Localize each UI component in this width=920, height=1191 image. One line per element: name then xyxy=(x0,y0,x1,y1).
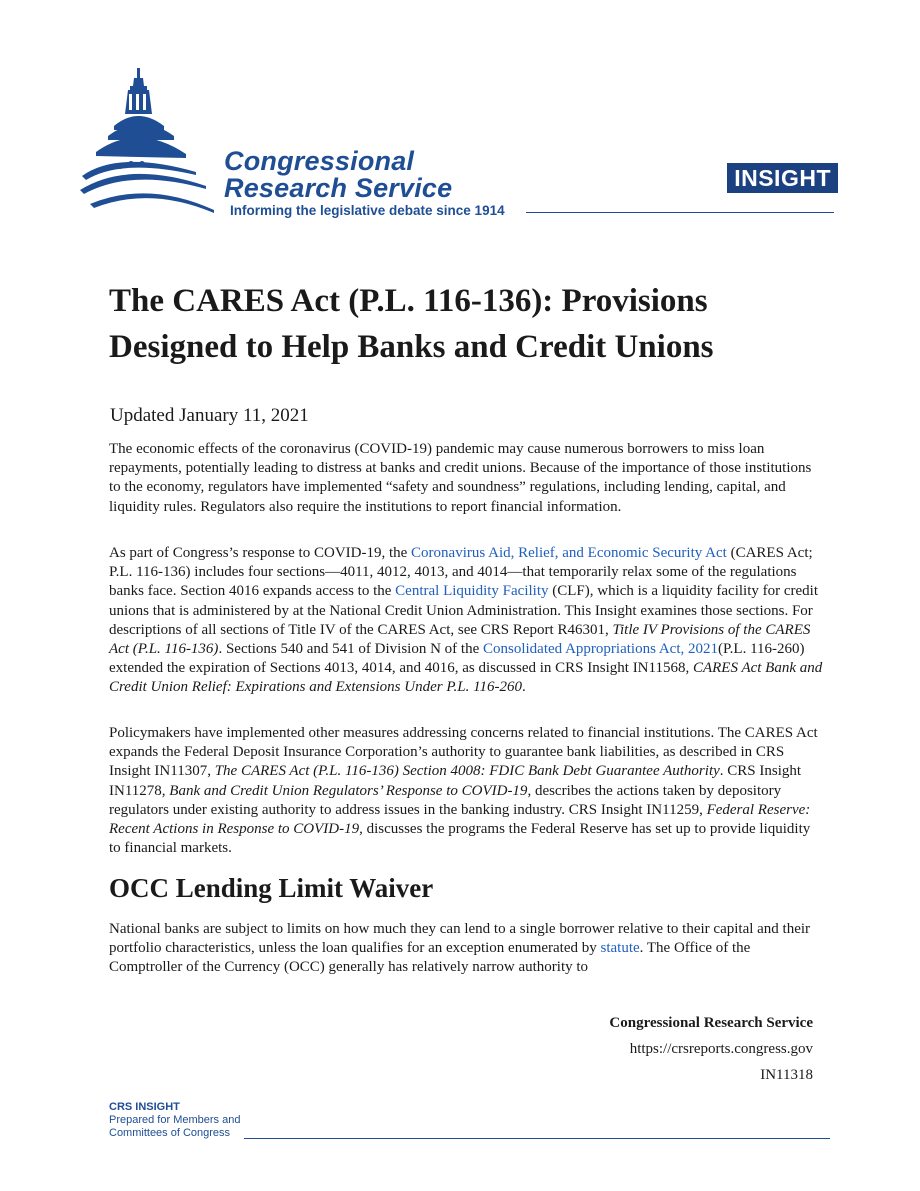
page-title xyxy=(109,278,829,370)
insight-badge: INSIGHT xyxy=(727,163,838,193)
section-heading-occ: OCC Lending Limit Waiver xyxy=(109,873,434,903)
logo-tagline: Informing the legislative debate since 1914 xyxy=(230,203,505,218)
footer-org: Congressional Research Service xyxy=(609,1015,813,1031)
paragraph-cares-act: As part of Congress’s response to COVID-19, the Coronavirus Aid, Relief, and Economic Security Act (CARES Act; P.L. 116-136) includes four sections—4011, 4012, 4013, and 4014—that temporarily relax some of the regulations banks face. Section 4016 expands access to the Central Liquidity Facility (CLF), which is a liquidity facility for credit unions that is administered by at the National Credit Union Administration. This Insight examines those sections. For descriptions of all sections of Title IV of the CARES Act, see CRS Report R46301, Title IV Provisions of the CARES Act (P.L. 116-136). Sections 540 and 541 of Division N of the Consolidated Appropriations Act, 2021(P.L. 116-260) extended the expiration of Sections 4013, 4014, and 4016, as discussed in CRS Insight IN11568, CARES Act Bank and Credit Union Relief: Expirations and Extensions Under P.L. 116-260. xyxy=(109,545,823,696)
logo-wordmark-line2: Research Service xyxy=(224,173,453,203)
footer-crs-info xyxy=(413,1010,813,1088)
crs-capitol-dome-logo xyxy=(78,64,218,214)
link-central-liquidity-facility[interactable]: Central Liquidity Facility xyxy=(395,583,549,600)
title-line-2: Designed to Help Banks and Credit Unions xyxy=(109,329,714,365)
paragraph-intro: The economic effects of the coronavirus (COVID-19) pandemic may cause numerous borrowers to miss loan repayments, potentially leading to distress at banks and credit unions. Because of the importance of those institutions to the economy, regulators have implemented “safety and soundness” regulations, including lending, capital, and liquidity rules. Regulators also require the institutions to report financial information. xyxy=(109,441,812,515)
link-consolidated-appropriations-act[interactable]: Consolidated Appropriations Act, 2021 xyxy=(483,641,718,658)
footer-label-title: CRS INSIGHT xyxy=(109,1101,180,1113)
link-statute[interactable]: statute xyxy=(600,940,640,957)
paragraph-other-measures: Policymakers have implemented other measures addressing concerns related to financial institutions. The CARES Act expands the Federal Deposit Insurance Corporation’s authority to guarantee bank liabilities, as described in CRS Insight IN11307, The CARES Act (P.L. 116-136) Section 4008: FDIC Bank Debt Guarantee Authority. CRS Insight IN11278, Bank and Credit Union Regulators’ Response to COVID-19, describes the actions taken by depository regulators under existing authority to address issues in the banking industry. CRS Insight IN11259, Federal Reserve: Recent Actions in Response to COVID-19, discusses the programs the Federal Reserve has set up to provide liquidity to financial markets. xyxy=(109,725,818,857)
title-line-1: The CARES Act (P.L. 116-136): Provisions xyxy=(109,283,708,319)
footer-label-line2: Prepared for Members and xyxy=(109,1114,241,1126)
updated-date: Updated January 11, 2021 xyxy=(110,405,309,426)
header-rule xyxy=(526,212,834,213)
footer-crs-insight-label xyxy=(109,1101,240,1140)
link-cares-act[interactable]: Coronavirus Aid, Relief, and Economic Security Act xyxy=(411,545,727,561)
footer-url: https://crsreports.congress.gov xyxy=(629,1041,813,1057)
footer-label-line3: Committees of Congress xyxy=(109,1127,231,1139)
logo-wordmark-line1: Congressional xyxy=(224,146,415,176)
footer-product-id: IN11318 xyxy=(760,1067,813,1083)
footer-rule xyxy=(244,1138,830,1139)
paragraph-occ: National banks are subject to limits on how much they can lend to a single borrower relative to their capital and their portfolio characteristics, unless the loan qualifies for an exception enumerated by statute. The Office of the Comptroller of the Currency (OCC) generally has relatively narrow authority to xyxy=(109,921,811,976)
